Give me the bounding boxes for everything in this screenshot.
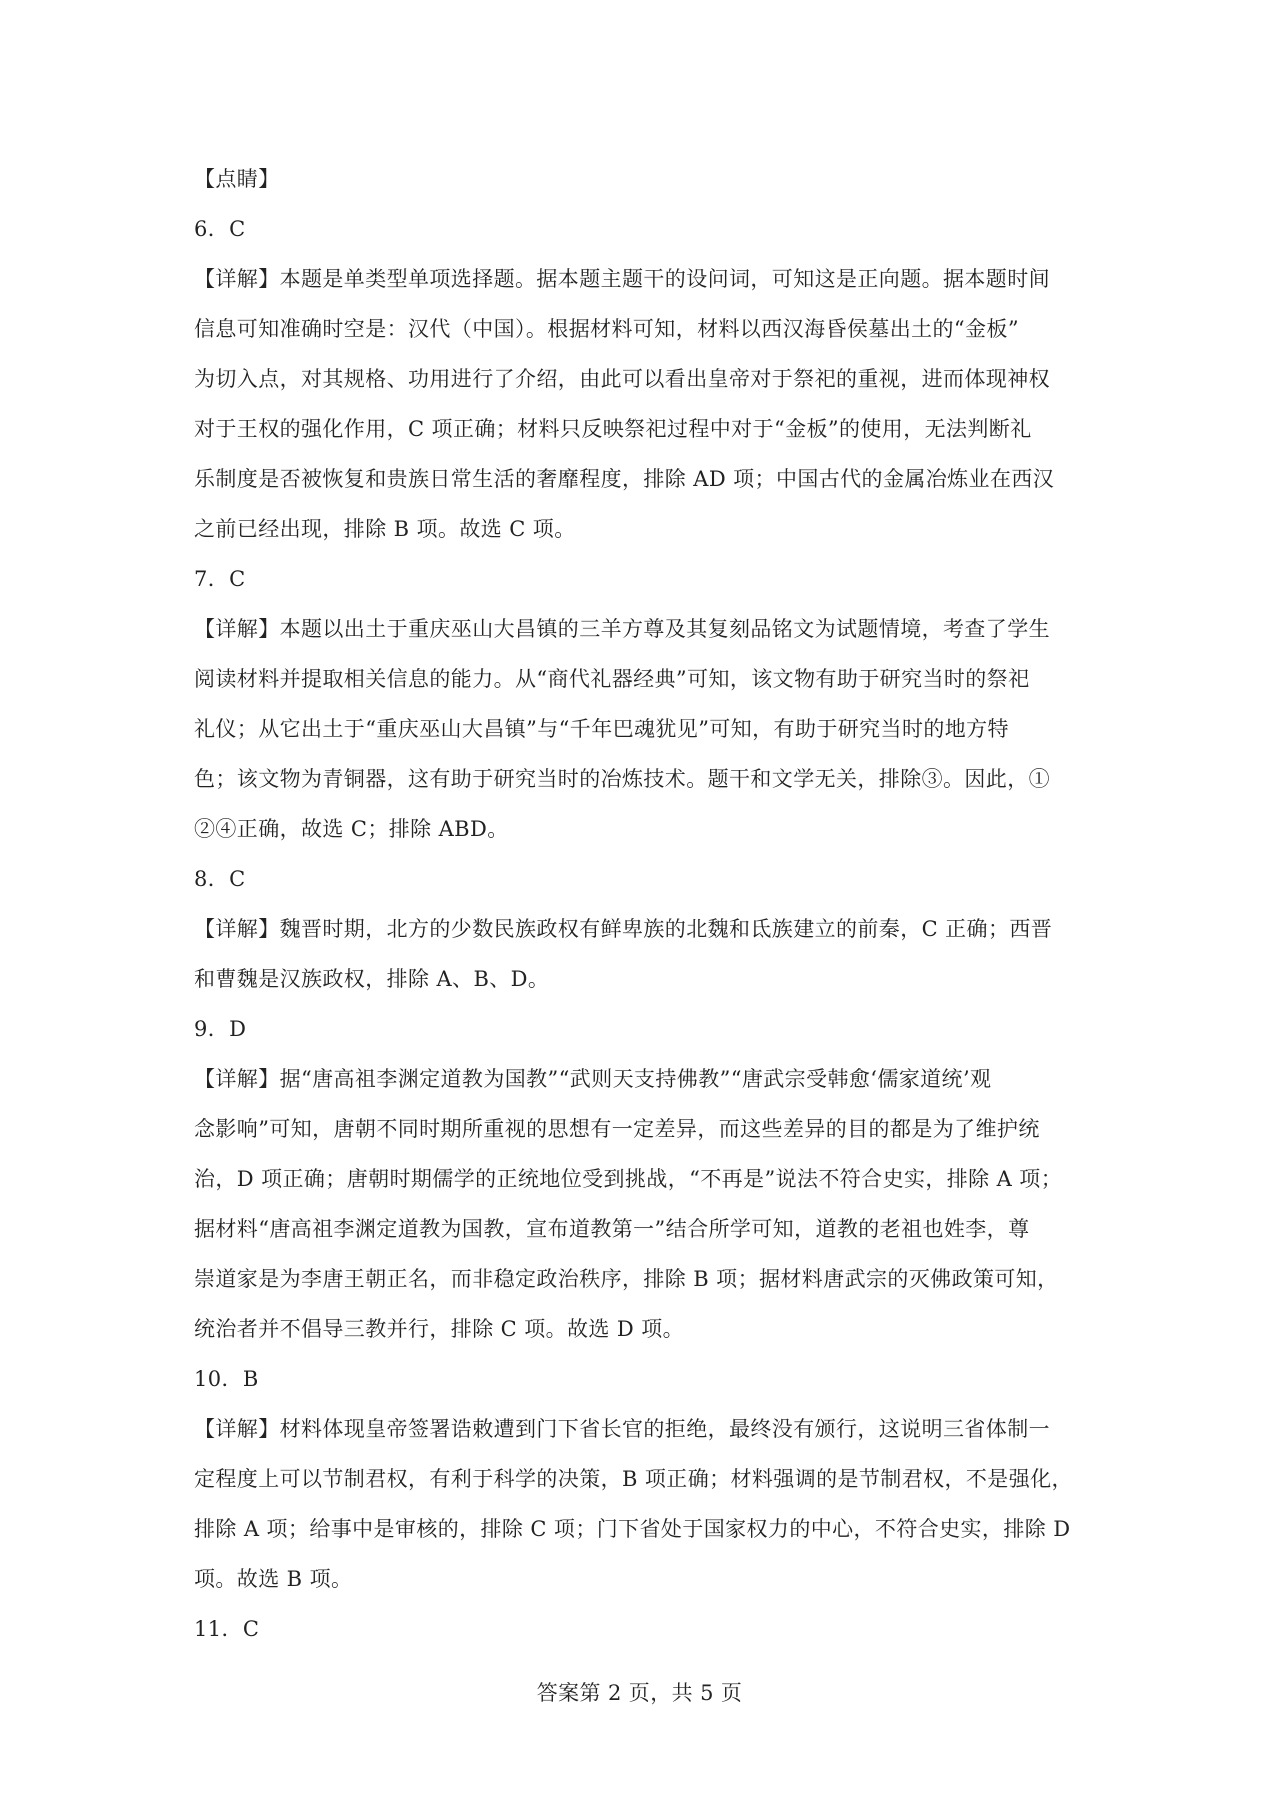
answer-11: 11．C — [194, 1617, 260, 1641]
explanation-9-line-2: 念影响”可知，唐朝不同时期所重视的思想有一定差异，而这些差异的目的都是为了维护统 — [194, 1117, 1040, 1141]
explanation-10-line-4: 项。故选 B 项。 — [194, 1567, 353, 1591]
section-heading-dianjing: 【点睛】 — [194, 167, 280, 191]
explanation-6-line-4: 对于王权的强化作用，C 项正确；材料只反映祭祀过程中对于“金板”的使用，无法判断礼 — [194, 417, 1032, 441]
page-footer: 答案第 2 页，共 5 页 — [536, 1681, 743, 1705]
answer-10: 10．B — [194, 1367, 259, 1391]
explanation-8-line-2: 和曹魏是汉族政权，排除 A、B、D。 — [194, 967, 550, 991]
document-body — [194, 154, 1094, 1654]
explanation-9-line-5: 崇道家是为李唐王朝正名，而非稳定政治秩序，排除 B 项；据材料唐武宗的灭佛政策可知， — [194, 1267, 1059, 1291]
explanation-9-line-1: 【详解】据“唐高祖李渊定道教为国教”“武则天支持佛教”“唐武宗受韩愈‘儒家道统’观 — [194, 1067, 992, 1091]
answer-9: 9．D — [194, 1017, 247, 1041]
explanation-7-line-2: 阅读材料并提取相关信息的能力。从“商代礼器经典”可知，该文物有助于研究当时的祭祀 — [194, 667, 1030, 691]
explanation-7-line-1: 【详解】本题以出土于重庆巫山大昌镇的三羊方尊及其复刻品铭文为试题情境，考查了学生 — [194, 617, 1050, 641]
explanation-6-line-2: 信息可知准确时空是：汉代（中国）。根据材料可知，材料以西汉海昏侯墓出土的“金板” — [194, 317, 1019, 341]
explanation-10-line-2: 定程度上可以节制君权，有利于科学的决策，B 项正确；材料强调的是节制君权，不是强化， — [194, 1467, 1073, 1491]
answer-6: 6．C — [194, 217, 246, 241]
explanation-6-line-3: 为切入点，对其规格、功用进行了介绍，由此可以看出皇帝对于祭祀的重视，进而体现神权 — [194, 367, 1050, 391]
explanation-6-line-1: 【详解】本题是单类型单项选择题。据本题主题干的设问词，可知这是正向题。据本题时间 — [194, 267, 1050, 291]
explanation-10-line-1: 【详解】材料体现皇帝签署诰敕遭到门下省长官的拒绝，最终没有颁行，这说明三省体制一 — [194, 1417, 1050, 1441]
explanation-9-line-4: 据材料“唐高祖李渊定道教为国教，宣布道教第一”结合所学可知，道教的老祖也姓李，尊 — [194, 1217, 1030, 1241]
answer-8: 8．C — [194, 867, 246, 891]
explanation-7-line-4: 色；该文物为青铜器，这有助于研究当时的冶炼技术。题干和文学无关，排除③。因此，① — [194, 767, 1050, 791]
explanation-10-line-3: 排除 A 项；给事中是审核的，排除 C 项；门下省处于国家权力的中心，不符合史实，排除 D — [194, 1517, 1071, 1541]
explanation-9-line-3: 治，D 项正确；唐朝时期儒学的正统地位受到挑战，“不再是”说法不符合史实，排除 A 项； — [194, 1167, 1063, 1191]
explanation-8-line-1: 【详解】魏晋时期，北方的少数民族政权有鲜卑族的北魏和氐族建立的前秦，C 正确；西晋 — [194, 917, 1053, 941]
explanation-7-line-5: ②④正确，故选 C；排除 ABD。 — [194, 817, 509, 841]
explanation-7-line-3: 礼仪；从它出土于“重庆巫山大昌镇”与“千年巴魂犹见”可知，有助于研究当时的地方特 — [194, 717, 1009, 741]
answer-7: 7．C — [194, 567, 246, 591]
explanation-6-line-6: 之前已经出现，排除 B 项。故选 C 项。 — [194, 517, 576, 541]
explanation-9-line-6: 统治者并不倡导三教并行，排除 C 项。故选 D 项。 — [194, 1317, 685, 1341]
explanation-6-line-5: 乐制度是否被恢复和贵族日常生活的奢靡程度，排除 AD 项；中国古代的金属冶炼业在西汉 — [194, 467, 1055, 491]
